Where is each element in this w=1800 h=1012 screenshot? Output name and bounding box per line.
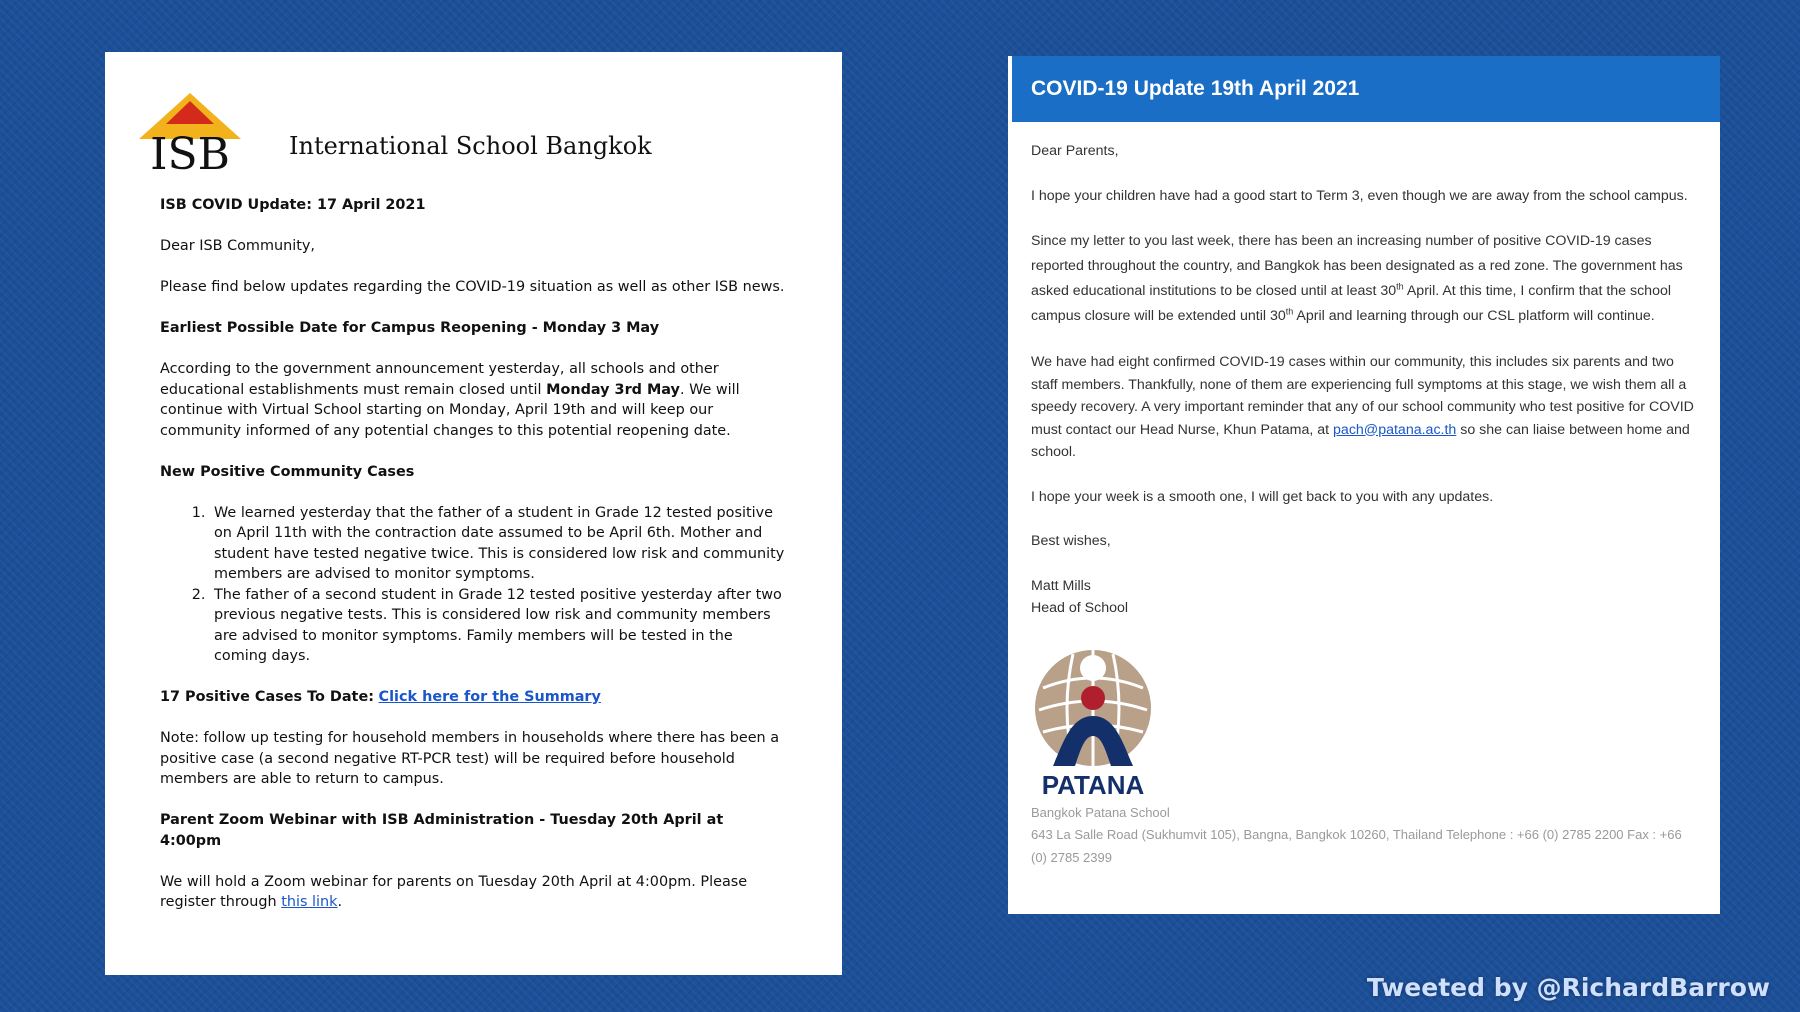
- isb-letterhead: [135, 88, 787, 173]
- patana-sup-2: th: [1285, 306, 1294, 317]
- patana-letter-body: [1008, 122, 1720, 869]
- list-item: 1. We learned yesterday that the father of a student in Grade 12 tested positive on April 11th with the contraction date assumed to be April 6th. Mother and student have tested negative twice. This is considered low risk and community members are advised to monitor symptoms.: [210, 503, 787, 585]
- isb-logo: [135, 91, 245, 173]
- signer-name: Matt Mills: [1031, 577, 1091, 594]
- isb-positive-label: 17 Positive Cases To Date:: [160, 689, 374, 705]
- isb-intro: Please find below updates regarding the COVID-19 situation as well as other ISB news.: [160, 279, 785, 295]
- patana-header-bar: COVID-19 Update 19th April 2021: [1012, 56, 1720, 122]
- patana-para-2-a: Since my letter to you last week, there has been an increasing number of positive COVID-19 cases reported throughout the country, and Bangkok has been designated as a red zone. The government has asked educational institutions to be closed until at least 30: [1031, 233, 1683, 299]
- isb-webinar-period: .: [337, 894, 343, 910]
- isb-school-name: International School Bangkok: [289, 132, 652, 160]
- isb-cases-heading: New Positive Community Cases: [160, 463, 415, 480]
- patana-signature: [1031, 575, 1698, 620]
- list-item: 2. The father of a second student in Grade 12 tested positive yesterday after two previous negative tests. This is considered low risk and community members are advised to monitor symptoms. Family members will be tested in the coming days.: [210, 585, 787, 667]
- footer-school-name: Bangkok Patana School: [1031, 804, 1170, 820]
- isb-webinar-text: [160, 872, 787, 913]
- isb-note: Note: follow up testing for household members in households where there has been a positive case (a second negative RT-PCR test) will be required before household members are able to return to campus.: [160, 730, 780, 787]
- signer-title: Head of School: [1031, 600, 1129, 616]
- nurse-email-link[interactable]: pach@patana.ac.th: [1333, 421, 1457, 438]
- patana-para-3: [1031, 351, 1698, 464]
- isb-logo-text: ISB: [150, 129, 230, 173]
- patana-closing: Best wishes,: [1031, 533, 1111, 549]
- patana-para-2: [1031, 229, 1698, 329]
- patana-sup-1: th: [1396, 281, 1404, 292]
- isb-reopening-date: Monday 3rd May: [546, 381, 680, 398]
- webinar-register-link[interactable]: this link: [281, 894, 338, 910]
- patana-greeting: Dear Parents,: [1031, 143, 1119, 159]
- isb-reopening-heading: Earliest Possible Date for Campus Reopening - Monday 3 May: [160, 320, 660, 336]
- tweet-credit: Tweeted by @RichardBarrow: [1366, 973, 1770, 1002]
- isb-reopening-text-end: . We will continue with Virtual School starting on Monday, April 19th and will keep our community informed of any potential changes to this potential reopening date.: [160, 381, 740, 439]
- summary-link[interactable]: Click here for the Summary: [378, 689, 601, 705]
- isb-letter-card: [105, 52, 842, 975]
- isb-webinar-body: We will hold a Zoom webinar for parents on Tuesday 20th April at 4:00pm. Please register through: [160, 873, 748, 910]
- patana-footer: [1031, 802, 1698, 870]
- patana-para-2-b: April. At this time, I confirm that the school campus closure will be extended until 30: [1031, 283, 1671, 324]
- isb-positive-cases: [160, 687, 787, 708]
- footer-address: 643 La Salle Road (Sukhumvit 105), Bangna, Bangkok 10260, Thailand Telephone : +66 (0) 2785 2200 Fax : +66 (0) 2785 2399: [1031, 827, 1682, 865]
- isb-update-title: ISB COVID Update: 17 April 2021: [160, 197, 426, 213]
- isb-webinar-heading: Parent Zoom Webinar with ISB Administration - Tuesday 20th April at 4:00pm: [160, 812, 724, 849]
- patana-letter-card: [1008, 56, 1720, 914]
- isb-reopening-text-start: According to the government announcement yesterday, all schools and other educational establishments must remain closed until: [160, 361, 719, 398]
- patana-logo-text: PATANA: [1041, 769, 1145, 798]
- patana-para-2-c: April and learning through our CSL platform will continue.: [1293, 308, 1655, 324]
- patana-para-4: I hope your week is a smooth one, I will get back to you with any updates.: [1031, 488, 1494, 505]
- isb-cases-list: [160, 503, 787, 667]
- isb-reopening-text: [160, 359, 787, 441]
- isb-greeting: Dear ISB Community,: [160, 238, 315, 254]
- patana-para-3-a: We have had eight confirmed COVID-19 cases within our community, this includes six parents and two staff members. Thankfully, none of them are experiencing full symptoms at this stage, we wish them all a speedy recovery. A very important reminder that any of our school community who test positive for COVID must contact our Head Nurse, Khun Patama, at: [1031, 354, 1694, 438]
- patana-logo: [1031, 648, 1155, 798]
- isb-letter-body: [160, 195, 787, 913]
- patana-para-1: I hope your children have had a good start to Term 3, even though we are away from the school campus.: [1031, 187, 1688, 204]
- patana-para-3-b: so she can liaise between home and school.: [1031, 421, 1690, 460]
